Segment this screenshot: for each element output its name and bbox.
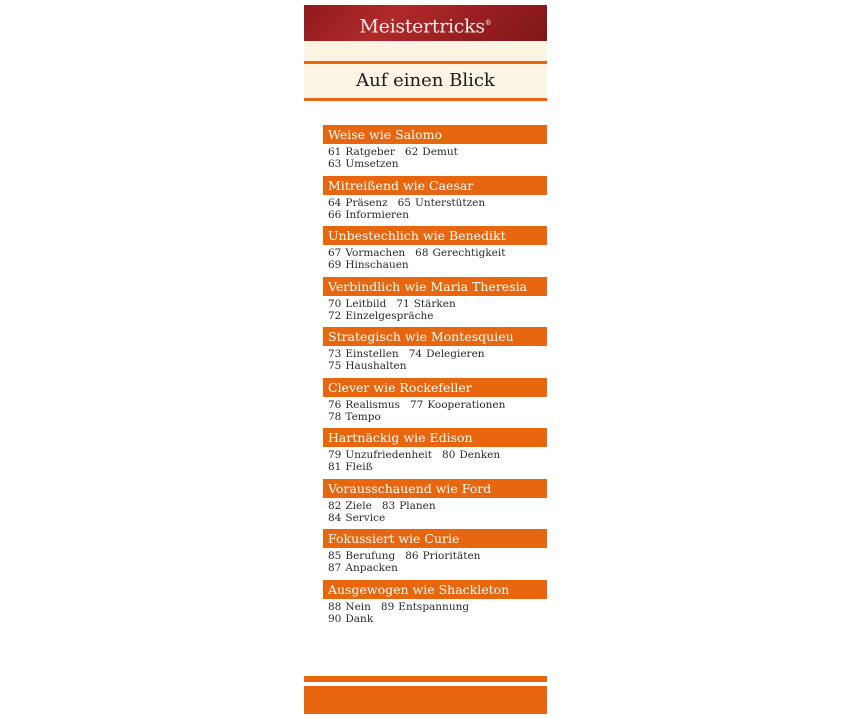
entry-page-number: 72 [328,309,342,322]
entry-label: Entspannung [398,600,470,613]
entry-page-number: 70 [328,297,342,310]
brand-registered-mark: ® [484,19,492,27]
entry-line [328,298,547,310]
entry-page-number: 88 [328,600,342,613]
section-heading: Hartnäckig wie Edison [323,428,547,447]
section-entries [323,447,547,473]
entry-label: Präsenz [345,196,388,209]
entry-label: Prioritäten [422,550,481,562]
footer-rule [304,676,547,682]
section-entries [323,599,547,625]
section-item [323,378,547,429]
entry-label: Berufung [345,550,396,562]
entry-page-number: 69 [328,259,342,271]
section-heading: Fokussiert wie Curie [323,529,547,548]
entry-page-number: 79 [328,449,342,461]
entry-label: Anpacken [345,562,398,574]
section-entries [323,195,547,221]
entry-label: Hinschauen [345,259,409,271]
section-heading: Unbestechlich wie Benedikt [323,226,547,245]
entry-label: Einzelgespräche [345,309,434,322]
entry-page-number: 66 [328,208,342,221]
entry-page-number: 65 [397,196,411,209]
section-list [323,125,547,630]
entry-label: Service [345,511,386,524]
section-entries [323,346,547,372]
entry-line [328,399,547,411]
entry-page-number: 86 [405,550,419,562]
entry-page-number: 73 [328,348,342,360]
entry-page-number: 81 [328,461,342,473]
section-item [323,428,547,479]
entry-page-number: 90 [328,612,342,625]
section-item [323,327,547,378]
entry-line [328,512,547,524]
entry-line [328,411,547,423]
entry-page-number: 80 [442,449,456,461]
entry-page-number: 78 [328,410,342,423]
section-item [323,580,547,631]
entry-page-number: 67 [328,247,342,259]
section-item [323,479,547,530]
section-entries [323,144,547,170]
entry-label: Kooperationen [427,398,506,411]
entry-label: Unzufriedenheit [345,449,433,461]
entry-line [328,601,547,613]
entry-label: Denken [459,449,501,461]
entry-page-number: 77 [409,398,424,411]
entry-line [328,461,547,473]
cream-band [304,41,547,61]
section-heading: Strategisch wie Montesquieu [323,327,547,346]
entry-line [328,550,547,562]
title-rule-bottom [304,98,547,101]
section-heading: Ausgewogen wie Shackleton [323,580,547,599]
entry-label: Dank [345,612,374,625]
entry-label: Realismus [345,398,400,411]
entry-page-number: 89 [380,600,395,613]
entry-page-number: 83 [381,499,396,512]
entry-line [328,360,547,372]
entry-line [328,158,547,170]
page-title: Auf einen Blick [304,64,547,98]
entry-label: Nein [345,600,371,613]
entry-line [328,247,547,259]
entry-label: Planen [399,499,436,512]
section-item [323,176,547,227]
section-entries [323,245,547,271]
entry-label: Informieren [345,208,410,221]
entry-line [328,613,547,625]
entry-label: Fleiß [345,461,373,473]
entry-line [328,197,547,209]
entry-page-number: 76 [328,398,342,411]
entry-page-number: 64 [328,196,342,209]
section-entries [323,498,547,524]
entry-line [328,348,547,360]
section-item [323,125,547,176]
entry-page-number: 85 [328,550,342,562]
entry-page-number: 74 [408,348,423,360]
entry-line [328,562,547,574]
entry-line [328,146,547,158]
section-heading: Vorausschauend wie Ford [323,479,547,498]
section-heading: Mitreißend wie Caesar [323,176,547,195]
footer-band [304,686,547,714]
section-entries [323,296,547,322]
entry-line [328,209,547,221]
section-entries [323,548,547,574]
section-item [323,226,547,277]
entry-page-number: 68 [415,247,429,259]
section-item [323,529,547,580]
section-heading: Verbindlich wie Maria Theresia [323,277,547,296]
overview-card [304,5,547,714]
entry-line [328,310,547,322]
entry-page-number: 61 [328,146,342,158]
entry-page-number: 71 [396,297,410,310]
entry-page-number: 62 [404,146,419,158]
entry-line [328,500,547,512]
entry-label: Einstellen [345,348,399,360]
entry-line [328,449,547,461]
entry-label: Demut [422,146,458,158]
section-item [323,277,547,328]
entry-label: Leitbild [345,297,387,310]
entry-label: Ratgeber [345,146,395,158]
entry-label: Ziele [345,499,372,512]
brand-header [304,5,547,41]
brand-logo: Meistertricks [359,15,485,38]
entry-page-number: 75 [328,360,342,372]
entry-label: Gerechtigkeit [432,247,506,259]
entry-label: Umsetzen [345,158,399,170]
entry-label: Delegieren [426,348,485,360]
entry-label: Haushalten [345,360,407,372]
entry-page-number: 84 [328,511,342,524]
entry-page-number: 63 [328,158,342,170]
entry-label: Vormachen [345,247,406,259]
entry-label: Unterstützen [415,196,486,209]
entry-page-number: 82 [328,499,342,512]
section-heading: Clever wie Rockefeller [323,378,547,397]
entry-line [328,259,547,271]
section-entries [323,397,547,423]
entry-page-number: 87 [328,562,342,574]
entry-label: Stärken [413,297,456,310]
entry-label: Tempo [345,410,381,423]
section-heading: Weise wie Salomo [323,125,547,144]
